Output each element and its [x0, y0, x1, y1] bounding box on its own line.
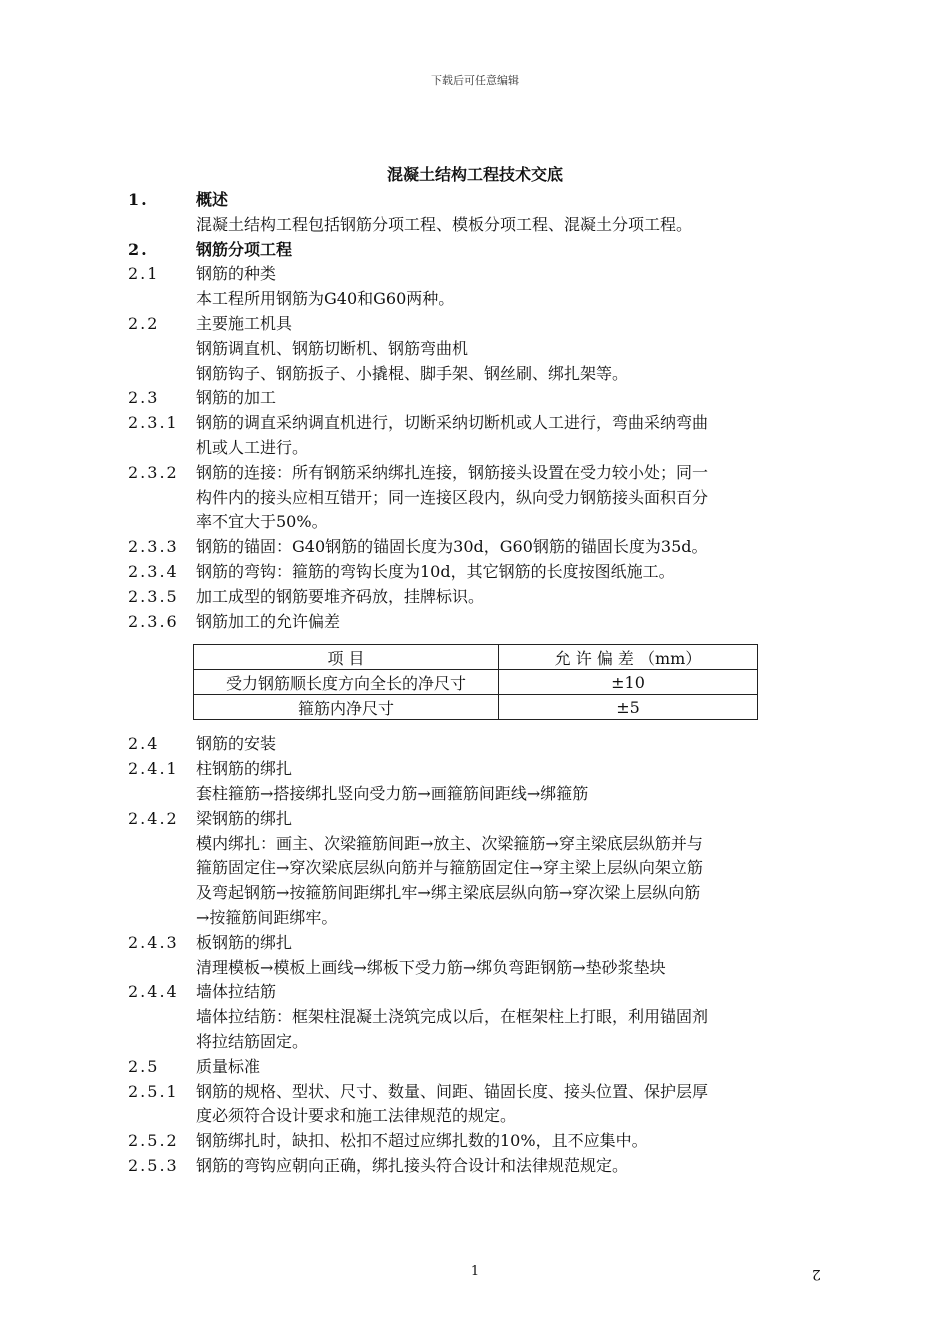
item-2-3-6 [128, 610, 812, 635]
item-continuation: 箍筋固定住→穿次梁底层纵向筋并与箍筋固定住→穿主梁上层纵向架立筋 [196, 858, 703, 878]
item-2-3-5 [128, 585, 812, 610]
table-cell: ±5 [499, 695, 758, 720]
item-text: 钢筋的调直采纳调直机进行，切断采纳切断机或人工进行，弯曲采纳弯曲 [196, 413, 709, 433]
table-header-row [194, 645, 758, 670]
section-number: 2.4 [128, 734, 160, 754]
section-1-heading [128, 188, 812, 213]
item-number: 2.5.2 [128, 1131, 179, 1151]
section-title: 钢筋的加工 [196, 388, 277, 408]
section-2-1-text: 本工程所用钢筋为G40和G60两种。 [196, 289, 455, 309]
item-text: 钢筋的连接：所有钢筋采纳绑扎连接，钢筋接头设置在受力较小处；同一 [196, 462, 709, 482]
item-continuation: 机或人工进行。 [196, 437, 309, 457]
section-2-2-heading [128, 312, 812, 337]
section-number: 1. [128, 190, 149, 209]
item-number: 2.3.6 [128, 611, 179, 631]
section-title: 钢筋的安装 [196, 734, 277, 754]
table-row [194, 670, 758, 695]
item-continuation: 率不宜大于50%。 [196, 512, 328, 532]
item-continuation: 构件内的接头应相互错开；同一连接区段内，纵向受力钢筋接头面积百分 [196, 487, 709, 507]
spacer [128, 634, 812, 644]
item-text: 钢筋的弯钩应朝向正确，绑扎接头符合设计和法律规范规定。 [196, 1155, 629, 1175]
section-number: 2.1 [128, 264, 160, 284]
item-text: 清理模板→模板上画线→绑板下受力筋→绑负弯距钢筋→垫砂浆垫块 [196, 957, 666, 977]
item-text: 钢筋的规格、型状、尺寸、数量、间距、锚固长度、接头位置、保护层厚 [196, 1081, 709, 1101]
section-2-2-line: 钢筋钩子、钢筋扳子、小撬棍、脚手架、钢丝刷、绑扎架等。 [196, 363, 629, 383]
item-2-4-1 [128, 757, 812, 782]
item-2-3-2 [128, 461, 812, 486]
section-2-3-heading [128, 386, 812, 411]
item-number: 2.3.3 [128, 537, 179, 557]
item-text: 钢筋绑扎时，缺扣、松扣不超过应绑扎数的10%，且不应集中。 [196, 1131, 648, 1151]
item-number: 2.3.4 [128, 561, 179, 581]
section-2-4-heading [128, 732, 812, 757]
item-2-3-3 [128, 535, 812, 560]
item-number: 2.3.1 [128, 413, 179, 433]
item-continuation: →按箍筋间距绑牢。 [196, 907, 338, 927]
table-cell: 受力钢筋顺长度方向全长的净尺寸 [194, 670, 499, 695]
document-body [128, 188, 812, 1179]
section-number: 2.5 [128, 1056, 160, 1076]
item-2-4-2 [128, 807, 812, 832]
section-title: 质量标准 [196, 1056, 261, 1076]
section-number: 2.3 [128, 388, 160, 408]
table-cell: ±10 [499, 670, 758, 695]
section-title: 钢筋的种类 [196, 264, 277, 284]
item-number: 2.5.3 [128, 1155, 179, 1175]
item-text: 钢筋加工的允许偏差 [196, 611, 341, 631]
item-title: 柱钢筋的绑扎 [196, 759, 293, 779]
item-number: 2.5.1 [128, 1081, 179, 1101]
item-number: 2.4.1 [128, 759, 179, 779]
document-title: 混凝土结构工程技术交底 [386, 165, 563, 184]
item-2-3-4 [128, 560, 812, 585]
section-2-1-heading [128, 262, 812, 287]
item-2-4-4 [128, 980, 812, 1005]
section-title: 主要施工机具 [196, 313, 293, 333]
item-2-4-3 [128, 931, 812, 956]
table-header-cell: 允 许 偏 差 （mm） [499, 645, 758, 670]
tolerance-table [193, 644, 758, 720]
item-2-3-1 [128, 411, 812, 436]
footer-mark: 2 [812, 1266, 821, 1282]
item-title: 墙体拉结筋 [196, 982, 277, 1002]
item-2-5-1 [128, 1080, 812, 1105]
item-number: 2.4.4 [128, 982, 179, 1002]
item-2-5-3 [128, 1154, 812, 1179]
item-continuation: 将拉结筋固定。 [196, 1031, 309, 1051]
table-header-cell: 项 目 [194, 645, 499, 670]
section-title: 钢筋分项工程 [196, 239, 293, 259]
section-number: 2. [128, 239, 149, 259]
section-number: 2.2 [128, 313, 160, 333]
section-2-5-heading [128, 1055, 812, 1080]
item-number: 2.4.2 [128, 808, 179, 828]
section-title: 概述 [196, 190, 229, 209]
header-note: 下载后可任意编辑 [431, 74, 519, 87]
item-text: 钢筋的弯钩：箍筋的弯钩长度为10d，其它钢筋的长度按图纸施工。 [196, 561, 675, 581]
item-continuation: 度必须符合设计要求和施工法律规范的规定。 [196, 1106, 517, 1126]
section-1-text: 混凝土结构工程包括钢筋分项工程、模板分项工程、混凝土分项工程。 [196, 214, 693, 234]
table-row [194, 695, 758, 720]
item-title: 梁钢筋的绑扎 [196, 808, 293, 828]
section-2-heading [128, 238, 812, 263]
item-text: 套柱箍筋→搭接绑扎竖向受力筋→画箍筋间距线→绑箍筋 [196, 783, 589, 803]
item-number: 2.4.3 [128, 932, 179, 952]
item-continuation: 及弯起钢筋→按箍筋间距绑扎牢→绑主梁底层纵向筋→穿次梁上层纵向筋 [196, 883, 701, 903]
item-number: 2.3.2 [128, 462, 179, 482]
section-2-2-line: 钢筋调直机、钢筋切断机、钢筋弯曲机 [196, 338, 469, 358]
item-text: 加工成型的钢筋要堆齐码放，挂牌标识。 [196, 586, 485, 606]
item-2-5-2 [128, 1129, 812, 1154]
item-text: 钢筋的锚固：G40钢筋的锚固长度为30d，G60钢筋的锚固长度为35d。 [196, 537, 708, 557]
item-title: 板钢筋的绑扎 [196, 932, 293, 952]
item-text: 模内绑扎：画主、次梁箍筋间距→放主、次梁箍筋→穿主梁底层纵筋并与 [196, 833, 703, 853]
item-number: 2.3.5 [128, 586, 179, 606]
item-text: 墙体拉结筋：框架柱混凝土浇筑完成以后，在框架柱上打眼，利用锚固剂 [196, 1007, 709, 1027]
page-number: 1 [470, 1264, 480, 1279]
spacer [128, 720, 812, 732]
table-cell: 箍筋内净尺寸 [194, 695, 499, 720]
